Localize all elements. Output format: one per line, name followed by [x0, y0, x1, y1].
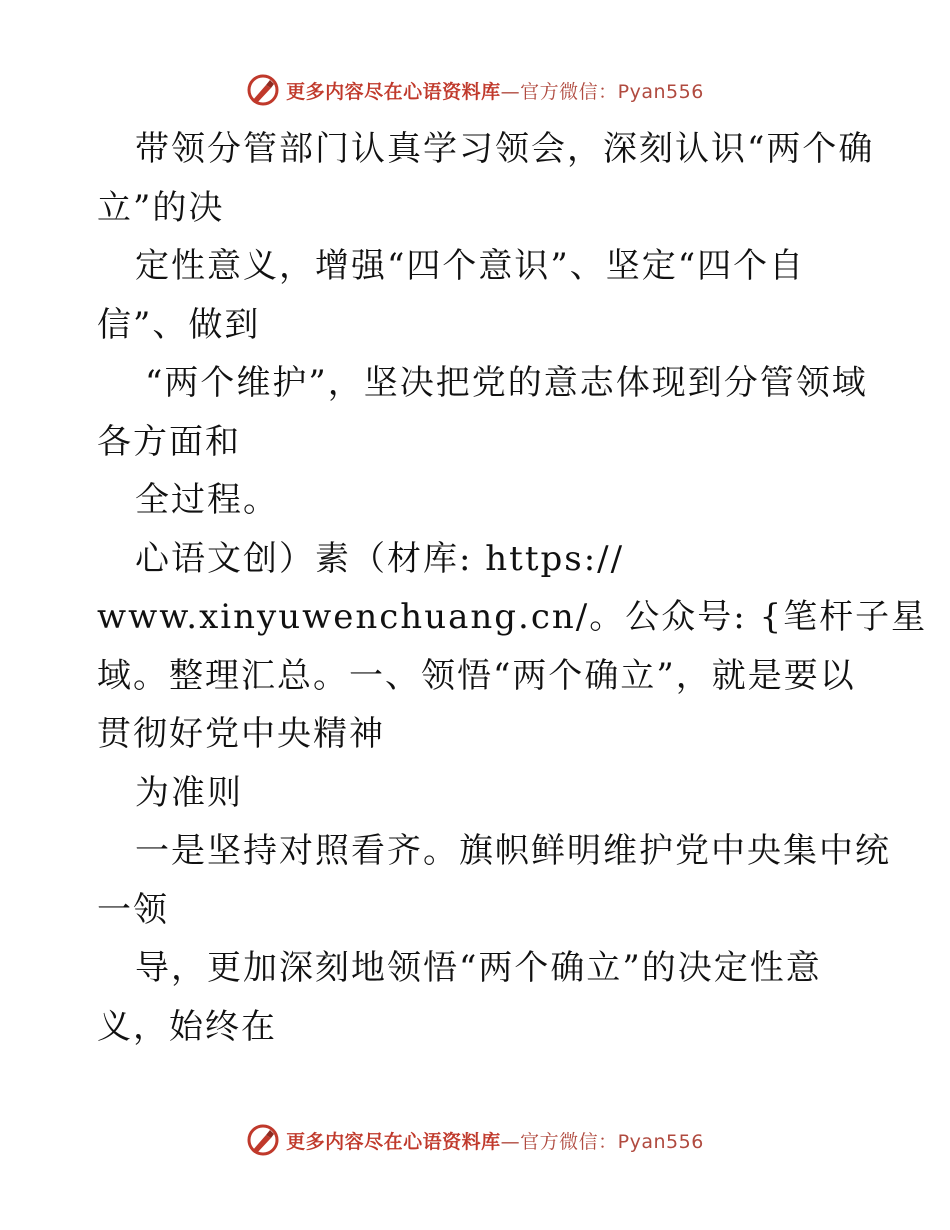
- text-line: 域。整理汇总。一、领悟“两个确立”，就是要以: [97, 655, 856, 696]
- pen-logo-icon: [246, 73, 280, 107]
- text-line: 带领分管部门认真学习领会，深刻认识“两个确: [135, 129, 875, 169]
- footer-banner: [0, 1120, 950, 1160]
- text-line: 一领: [97, 889, 169, 930]
- footer-contact: —官方微信：Pyan556: [500, 1130, 704, 1153]
- text-line: 各方面和: [97, 421, 241, 462]
- text-line: 心语文创）素（材库: https://: [135, 538, 625, 579]
- text-line: www.xinyuwenchuang.cn/。公众号: {笔杆子星: [97, 597, 928, 637]
- header-contact: —官方微信：Pyan556: [500, 80, 704, 103]
- text-line: 信”、做到: [97, 304, 261, 345]
- text-line: “两个维护”，坚决把党的意志体现到分管领域: [145, 363, 868, 403]
- text-line: 贯彻好党中央精神: [97, 714, 385, 754]
- document-body: [97, 120, 928, 1056]
- text-line: 一是坚持对照看齐。旗帜鲜明维护党中央集中统: [135, 831, 891, 871]
- pen-logo-icon: [246, 1123, 280, 1157]
- text-line: 义，始终在: [97, 1006, 277, 1047]
- footer-brand: 更多内容尽在心语资料库: [286, 1130, 501, 1153]
- header-banner-text: [286, 77, 704, 104]
- text-line: 定性意义，增强“四个意识”、坚定“四个自: [135, 246, 806, 286]
- text-line: 导，更加深刻地领悟“两个确立”的决定性意: [135, 948, 822, 988]
- header-brand: 更多内容尽在心语资料库: [286, 80, 501, 103]
- footer-banner-text: [286, 1127, 704, 1154]
- header-banner: [0, 70, 950, 110]
- text-line: 全过程。: [135, 480, 279, 520]
- text-line: 立”的决: [97, 187, 225, 228]
- text-line: 为准则: [135, 772, 243, 813]
